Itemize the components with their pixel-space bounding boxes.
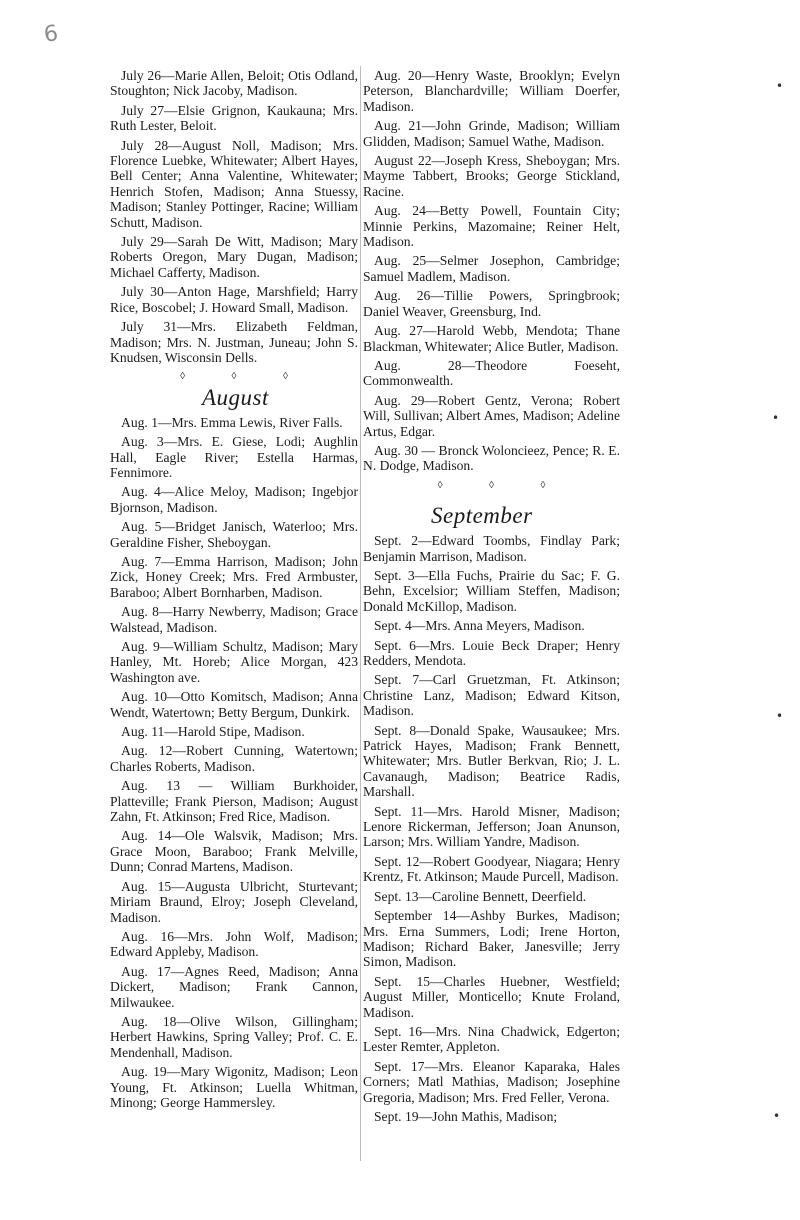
birthday-entry: Aug. 21—John Grinde, Madison; William Glidden, Madison; Samuel Wathe, Madison. xyxy=(363,118,620,149)
section-divider: ◊ ◊ ◊ xyxy=(180,371,310,383)
birthday-entry: July 31—Mrs. Elizabeth Feldman, Madison; Mrs. N. Justman, Juneau; John S. Knudsen, Wisconsin Dells. xyxy=(110,319,358,365)
birthday-entry: Aug. 26—Tillie Powers, Springbrook; Daniel Weaver, Greensburg, Ind. xyxy=(363,288,620,319)
birthday-entry: July 27—Elsie Grignon, Kaukauna; Mrs. Ruth Lester, Beloit. xyxy=(110,102,358,134)
birthday-entry: Aug. 27—Harold Webb, Mendota; Thane Blackman, Whitewater; Alice Butler, Madison. xyxy=(363,323,620,354)
birthday-entry: Sept. 3—Ella Fuchs, Prairie du Sac; F. G. Behn, Excelsior; William Steffen, Madison; Donald McKillop, Madison. xyxy=(363,567,620,614)
month-heading: August xyxy=(202,384,269,410)
left-column xyxy=(110,68,358,1114)
birthday-entry: Aug. 15—Augusta Ulbricht, Sturtevant; Miriam Braund, Elroy; Joseph Cleveland, Madison. xyxy=(110,878,358,925)
birthday-entry: Aug. 18—Olive Wilson, Gillingham; Herbert Hawkins, Spring Valley; Prof. C. E. Mendenhall, Madison. xyxy=(110,1013,358,1060)
birthday-entry: Aug. 10—Otto Komitsch, Madison; Anna Wendt, Watertown; Betty Bergum, Dunkirk. xyxy=(110,689,358,720)
margin-mark-4: • xyxy=(773,1109,781,1123)
birthday-entry: Aug. 14—Ole Walsvik, Madison; Mrs. Grace Moon, Baraboo; Frank Melville, Dunn; Conrad Martens, Madison. xyxy=(110,828,358,875)
birthday-entry: Sept. 17—Mrs. Eleanor Kaparaka, Hales Corners; Matl Mathias, Madison; Josephine Gregoria, Madison; Mrs. Fred Feller, Verona. xyxy=(363,1058,620,1105)
birthday-entry: Aug. 5—Bridget Janisch, Waterloo; Mrs. Geraldine Fisher, Sheboygan. xyxy=(110,519,358,550)
birthday-entry: Aug. 4—Alice Meloy, Madison; Ingebjor Bjornson, Madison. xyxy=(110,484,358,515)
birthday-entry: July 26—Marie Allen, Beloit; Otis Odland, Stoughton; Nick Jacoby, Madison. xyxy=(110,68,358,99)
margin-mark-2: • xyxy=(772,411,780,425)
birthday-entry: July 28—August Noll, Madison; Mrs. Florence Luebke, Whitewater; Albert Hayes, Bell Center; Anna Valentine, Whitewater; Henrich Stofen, Madison; Anna Stuessy, Madison; Stanley Pottinger, Racine; William Schutt, Madison. xyxy=(110,137,358,230)
column-rule xyxy=(360,66,361,1161)
margin-mark-3: • xyxy=(776,709,784,723)
birthday-entry: Sept. 16—Mrs. Nina Chadwick, Edgerton; Lester Remter, Appleton. xyxy=(363,1023,620,1055)
birthday-entry: Sept. 11—Mrs. Harold Misner, Madison; Lenore Rickerman, Jefferson; Joan Anunson, Larson; Mrs. William Yandre, Madison. xyxy=(363,803,620,850)
birthday-entry: Aug. 9—William Schultz, Madison; Mary Hanley, Mt. Horeb; Alice Morgan, 423 Washington ave. xyxy=(110,639,358,685)
birthday-entry: Aug. 16—Mrs. John Wolf, Madison; Edward Appleby, Madison. xyxy=(110,928,358,960)
birthday-entry: Aug. 13 — William Burkhoider, Platteville; Frank Pierson, Madison; August Zahn, Ft. Atkinson; Fred Rice, Madison. xyxy=(110,778,358,825)
birthday-entry: Sept. 8—Donald Spake, Wausaukee; Mrs. Patrick Hayes, Madison; Frank Bennett, Whitewater; Mrs. Butler Berkvan, Rio; J. L. Cavanaugh, Madison; Beatrice Radis, Marshall. xyxy=(363,722,620,800)
birthday-entry: Aug. 30 — Bronck Woloncieez, Pence; R. E. N. Dodge, Madison. xyxy=(363,442,620,474)
right-column xyxy=(363,68,620,1128)
birthday-entry: Aug. 19—Mary Wigonitz, Madison; Leon Young, Ft. Atkinson; Luella Whitman, Minong; George Hammersley. xyxy=(110,1064,358,1110)
birthday-entry: Aug. 25—Selmer Josephon, Cambridge; Samuel Madlem, Madison. xyxy=(363,253,620,284)
birthday-entry: Aug. 7—Emma Harrison, Madison; John Zick, Honey Creek; Mrs. Fred Armbuster, Baraboo; Albert Bornharben, Madison. xyxy=(110,553,358,600)
birthday-entry: Sept. 4—Mrs. Anna Meyers, Madison. xyxy=(374,618,585,634)
birthday-entry: Sept. 6—Mrs. Louie Beck Draper; Henry Redders, Mendota. xyxy=(363,637,620,668)
month-heading: September xyxy=(431,503,533,529)
birthday-entry: Sept. 2—Edward Toombs, Findlay Park; Benjamin Marrison, Madison. xyxy=(363,533,620,564)
birthday-entry: Aug. 24—Betty Powell, Fountain City; Minnie Perkins, Mazomaine; Reiner Helt, Madison. xyxy=(363,203,620,250)
birthday-entry: Aug. 17—Agnes Reed, Madison; Anna Dickert, Madison; Frank Cannon, Milwaukee. xyxy=(110,963,358,1010)
birthday-entry: July 29—Sarah De Witt, Madison; Mary Roberts Oregon, Mary Dugan, Madison; Michael Cafferty, Madison. xyxy=(110,234,358,280)
birthday-entry: Sept. 7—Carl Gruetzman, Ft. Atkinson; Christine Lanz, Madison; Edward Kitson, Madison. xyxy=(363,672,620,719)
birthday-entry: Aug. 29—Robert Gentz, Verona; Robert Will, Sullivan; Albert Ames, Madison; Adeline Artus, Edgar. xyxy=(363,392,620,439)
birthday-entry: Sept. 19—John Mathis, Madison; xyxy=(374,1108,558,1124)
birthday-entry: Aug. 12—Robert Cunning, Watertown; Charles Roberts, Madison. xyxy=(110,743,358,774)
birthday-entry: Aug. 1—Mrs. Emma Lewis, River Falls. xyxy=(121,414,343,430)
section-divider: ◊ ◊ ◊ xyxy=(437,479,568,491)
birthday-entry: Sept. 12—Robert Goodyear, Niagara; Henry Krentz, Ft. Atkinson; Maude Purcell, Madison. xyxy=(363,853,620,885)
margin-mark-1: • xyxy=(776,79,784,93)
birthday-entry: Aug. 8—Harry Newberry, Madison; Grace Walstead, Madison. xyxy=(110,604,358,635)
birthday-entry: Aug. 28—Theodore Foeseht, Commonwealth. xyxy=(363,357,620,389)
birthday-entry: Sept. 15—Charles Huebner, Westfield; August Miller, Monticello; Knute Froland, Madison. xyxy=(363,973,620,1020)
birthday-entry: Sept. 13—Caroline Bennett, Deerfield. xyxy=(374,888,587,904)
birthday-entry: Aug. 20—Henry Waste, Brooklyn; Evelyn Peterson, Blanchardville; William Doerfer, Madison. xyxy=(363,68,620,114)
birthday-entry: July 30—Anton Hage, Marshfield; Harry Rice, Boscobel; J. Howard Small, Madison. xyxy=(110,284,358,315)
birthday-entry: Aug. 11—Harold Stipe, Madison. xyxy=(121,724,305,740)
birthday-entry: September 14—Ashby Burkes, Madison; Mrs. Erna Summers, Lodi; Irene Horton, Madison; Richard Baker, Janesville; Jerry Simon, Madison. xyxy=(363,908,620,970)
page-number: 6 xyxy=(42,21,60,48)
birthday-entry: Aug. 3—Mrs. E. Giese, Lodi; Aughlin Hall, Eagle River; Estella Harmas, Fennimore. xyxy=(110,434,358,480)
birthday-entry: August 22—Joseph Kress, Sheboygan; Mrs. Mayme Tabbert, Brooks; George Stickland, Racine. xyxy=(363,153,620,199)
